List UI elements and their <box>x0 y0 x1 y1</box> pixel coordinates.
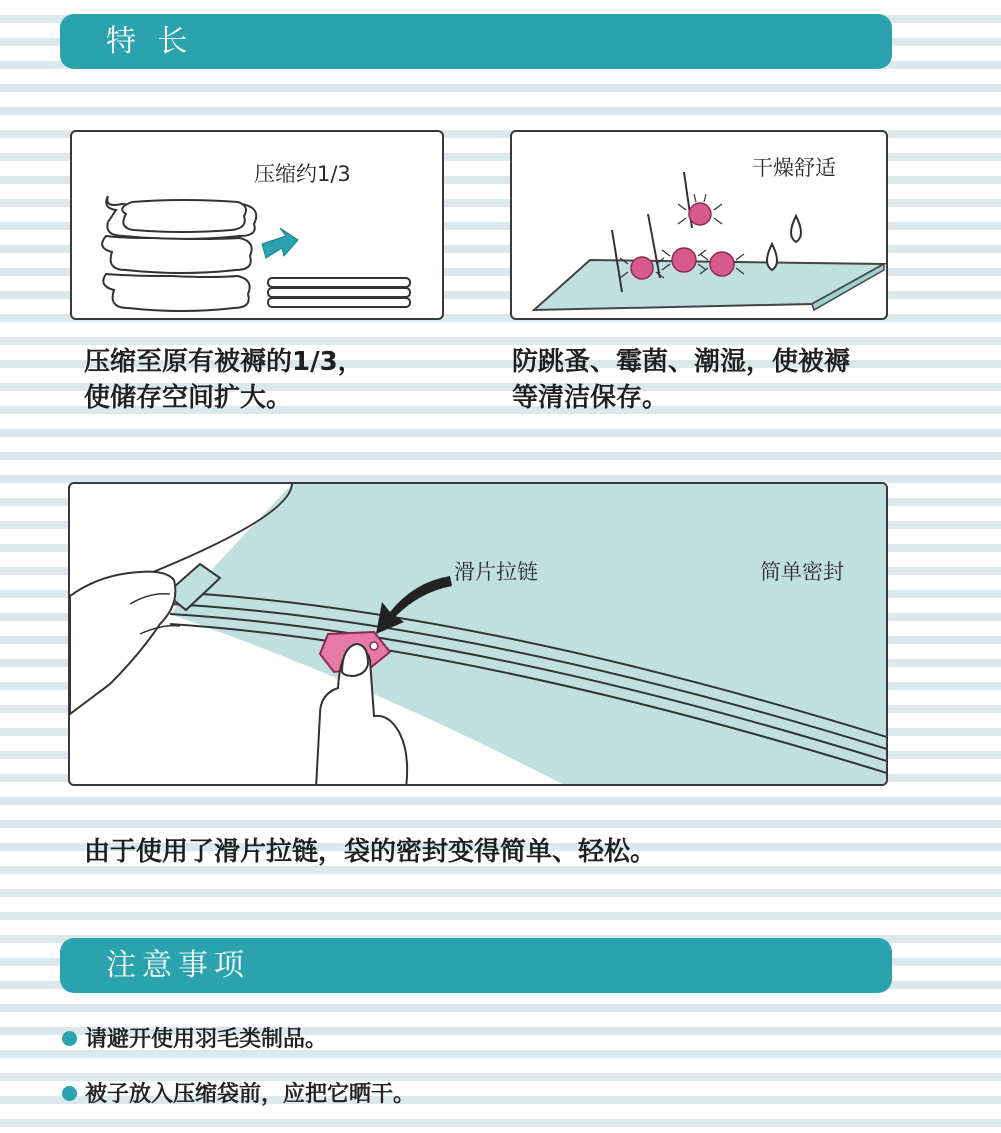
notes-title: 注意事项 <box>106 948 250 983</box>
compress-illustration <box>70 130 444 320</box>
compress-description-line-1: 压缩至原有被褥的1/3， <box>84 347 364 377</box>
bullet-dot-icon <box>62 1086 77 1101</box>
dry-illustration <box>510 130 888 320</box>
zipper-caption: 由于使用了滑片拉链，袋的密封变得简单、轻松。 <box>84 837 657 867</box>
note-item-text: 请避开使用羽毛类制品。 <box>85 1027 328 1052</box>
compress-arrow-icon <box>262 228 298 258</box>
note-item <box>62 1025 327 1055</box>
compress-label: 压缩约1/3 <box>254 162 351 186</box>
mite-icon <box>631 203 734 279</box>
slider-zipper-label: 滑片拉链 <box>454 560 538 584</box>
features-banner <box>60 14 892 69</box>
features-title: 特 长 <box>106 24 194 59</box>
compress-description-line-2: 使储存空间扩大。 <box>84 383 293 413</box>
easy-seal-label: 简单密封 <box>760 560 844 584</box>
dry-label: 干燥舒适 <box>752 156 836 180</box>
notes-banner <box>60 938 892 993</box>
bullet-dot-icon <box>62 1031 77 1046</box>
note-item <box>62 1080 415 1110</box>
dry-description-line-2: 等清洁保存。 <box>512 383 669 413</box>
dry-description-line-1: 防跳蚤、霉菌、潮湿，使被褥 <box>512 347 851 377</box>
note-item-text: 被子放入压缩袋前，应把它晒干。 <box>85 1082 416 1107</box>
zipper-drawing <box>70 484 888 786</box>
zipper-illustration <box>68 482 888 786</box>
